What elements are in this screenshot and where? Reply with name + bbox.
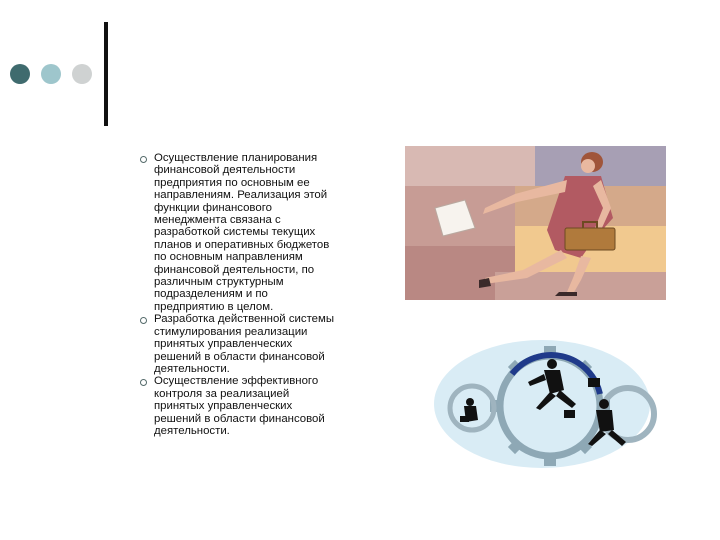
bullet-circle-icon xyxy=(140,156,147,163)
bullet-list xyxy=(140,152,390,437)
briefcase xyxy=(565,228,615,250)
briefcase-1 xyxy=(588,378,600,387)
bullet-circle-icon xyxy=(140,379,147,386)
bullet-item-3 xyxy=(140,375,390,437)
gears-businessmen-clipart xyxy=(432,338,666,470)
bullet-item-1 xyxy=(140,152,390,313)
dot-mid xyxy=(41,64,61,84)
dot-light xyxy=(72,64,92,84)
dot-dark xyxy=(10,64,30,84)
bullet-text-1: Осуществление планирования финансовой деятельности предприятия по основным ее направлениям. Реализация этой функции финансового менеджмента связана с разработкой системы текущих планов и оперативных бюджетов по основным направлениям финансовой деятельности, по различным структурным подразделениям и по предприятию в целом. xyxy=(154,152,330,313)
bullet-item-2 xyxy=(140,313,390,375)
bullet-text-3: Осуществление эффективного контроля за реализацией принятых управленческих решений в области финансовой деятельности. xyxy=(154,375,325,437)
title-divider-bar xyxy=(104,22,108,126)
bullet-text-2: Разработка действенной системы стимулирования реализации принятых управленческих решений в области финансовой деятельности. xyxy=(154,313,335,375)
clip-band-pink xyxy=(405,146,535,186)
woman-face xyxy=(581,159,595,173)
bullet-circle-icon xyxy=(140,317,147,324)
woman-briefcase-clipart xyxy=(405,146,666,300)
briefcase-2 xyxy=(564,410,575,418)
